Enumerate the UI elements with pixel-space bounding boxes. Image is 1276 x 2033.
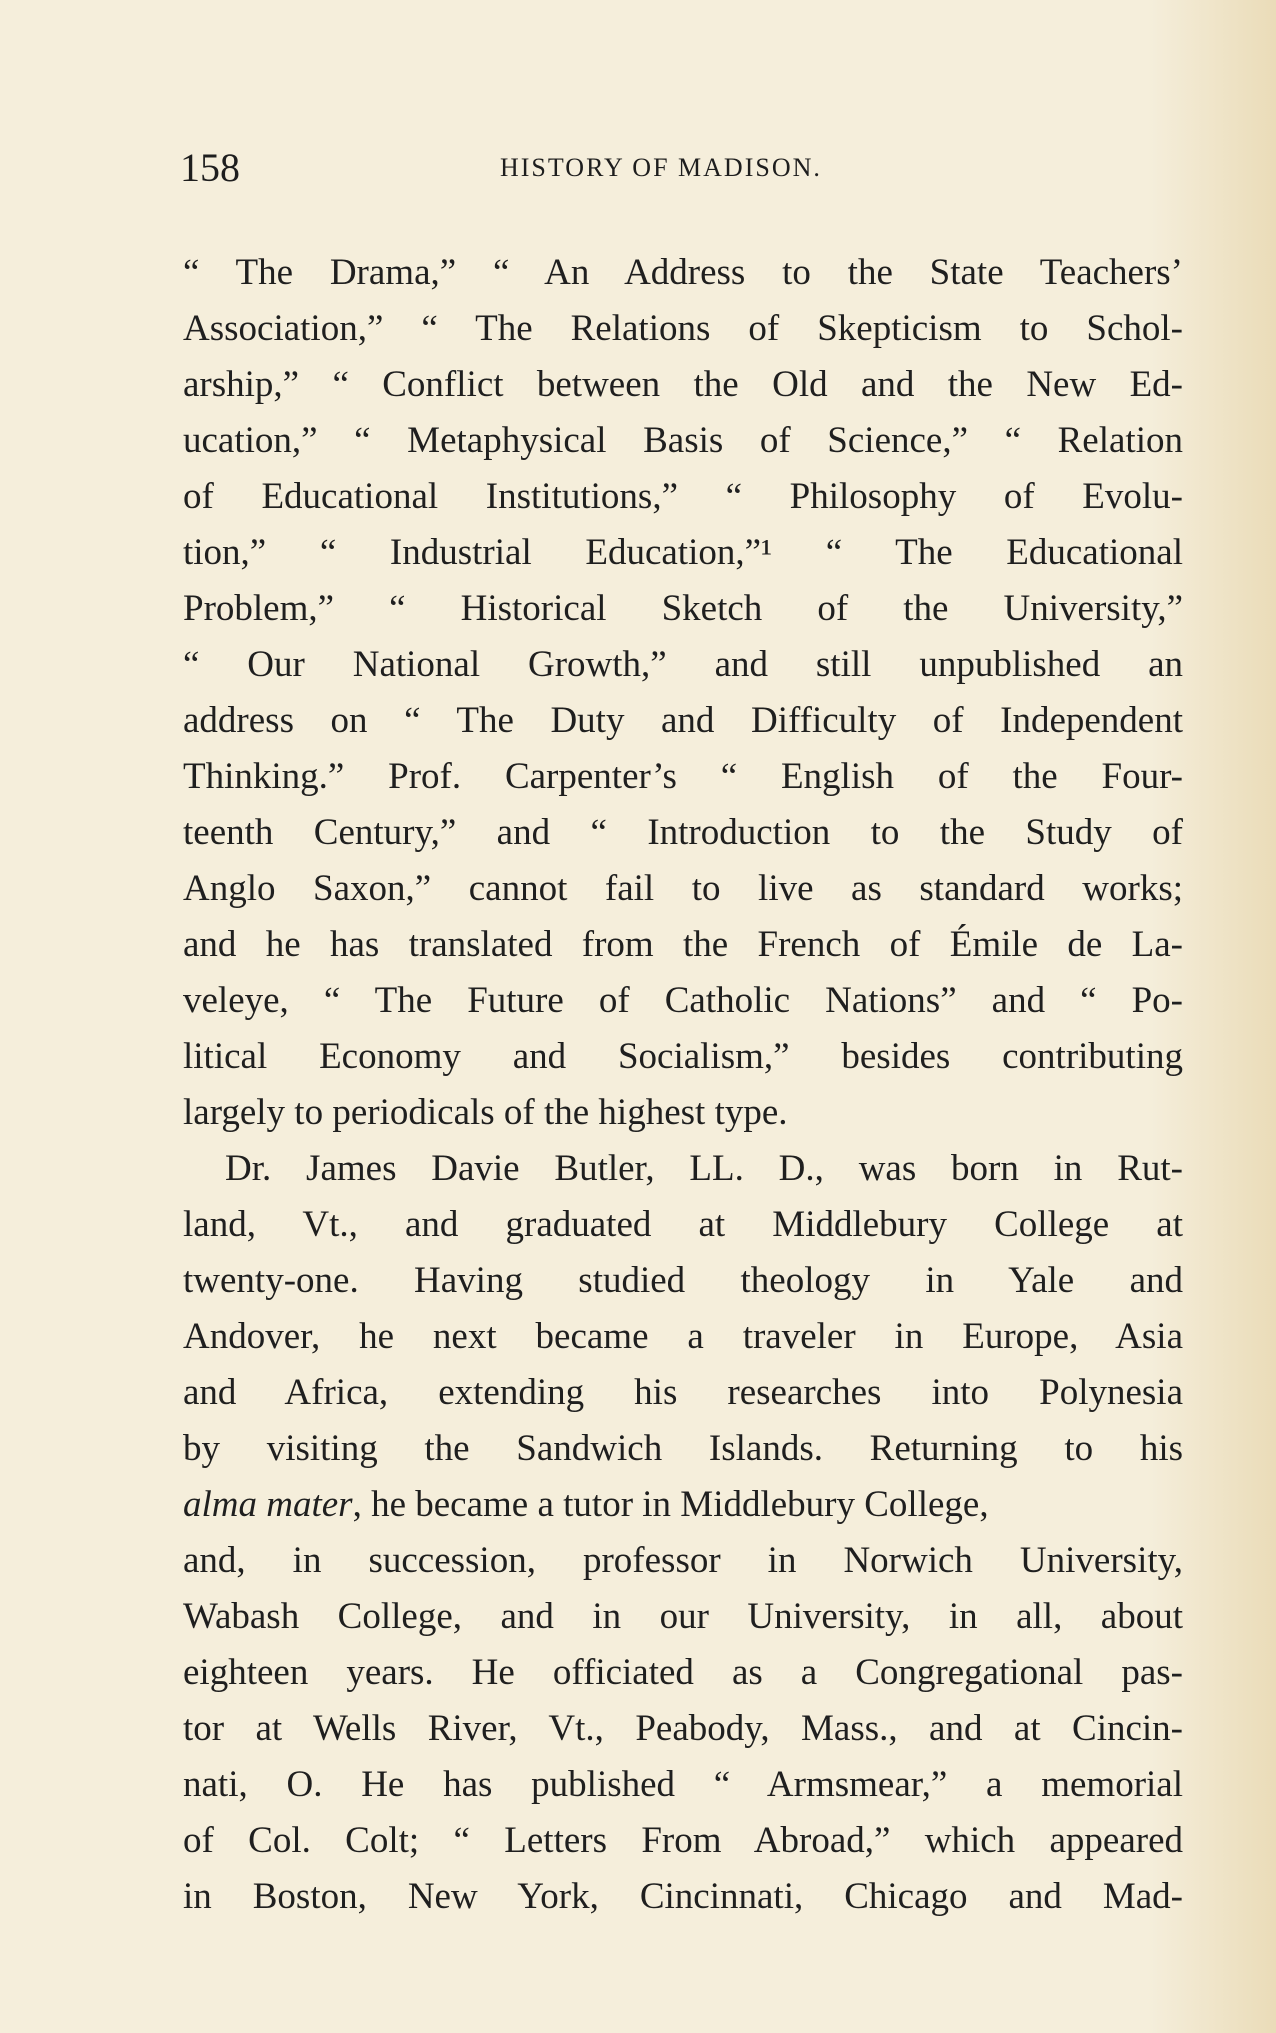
text-line: eighteen years. He officiated as a Congregational pas- <box>183 1652 1183 1693</box>
page-header <box>180 138 1180 198</box>
text-line: Thinking.” Prof. Carpenter’s “ English of the Four- <box>183 756 1183 797</box>
text-line: and he has translated from the French of Émile de La- <box>183 924 1183 965</box>
text-line: and Africa, extending his researches into Polynesia <box>183 1372 1183 1413</box>
text-line: veleye, “ The Future of Catholic Nations” and “ Po- <box>183 980 1183 1021</box>
text-line: arship,” “ Conflict between the Old and the New Ed- <box>183 364 1183 405</box>
text-line: Association,” “ The Relations of Skepticism to Schol- <box>183 308 1183 349</box>
text-line-rest: , he became a tutor in Middlebury College, <box>352 1484 989 1525</box>
text-line: “ The Drama,” “ An Address to the State Teachers’ <box>183 252 1183 293</box>
running-head: HISTORY OF MADISON. <box>500 153 822 182</box>
text-line: tion,” “ Industrial Education,”¹ “ The Educational <box>183 532 1183 573</box>
text-line: Problem,” “ Historical Sketch of the University,” <box>183 588 1183 629</box>
text-line: Wabash College, and in our University, in all, about <box>183 1596 1183 1637</box>
text-line: land, Vt., and graduated at Middlebury College at <box>183 1204 1183 1245</box>
text-line: Andover, he next became a traveler in Europe, Asia <box>183 1316 1183 1357</box>
text-line: of Educational Institutions,” “ Philosophy of Evolu- <box>183 476 1183 517</box>
paragraph-last-line: largely to periodicals of the highest type. <box>183 1092 788 1133</box>
text-line: of Col. Colt; “ Letters From Abroad,” which appeared <box>183 1820 1183 1861</box>
text-line: Anglo Saxon,” cannot fail to live as standard works; <box>183 868 1183 909</box>
italic-phrase: alma mater <box>183 1484 353 1525</box>
page-number: 158 <box>180 145 240 190</box>
text-line: address on “ The Duty and Difficulty of Independent <box>183 700 1183 741</box>
text-line: twenty-one. Having studied theology in Yale and <box>183 1260 1183 1301</box>
paragraph-first-line: Dr. James Davie Butler, LL. D., was born in Rut- <box>225 1148 1183 1189</box>
text-line: ucation,” “ Metaphysical Basis of Science,” “ Relation <box>183 420 1183 461</box>
text-line: tor at Wells River, Vt., Peabody, Mass., and at Cincin- <box>183 1708 1183 1749</box>
text-line: nati, O. He has published “ Armsmear,” a memorial <box>183 1764 1183 1805</box>
text-line: by visiting the Sandwich Islands. Returning to his <box>183 1428 1183 1469</box>
text-line: litical Economy and Socialism,” besides contributing <box>183 1036 1183 1077</box>
text-line: in Boston, New York, Cincinnati, Chicago and Mad- <box>183 1876 1183 1917</box>
text-line: and, in succession, professor in Norwich University, <box>183 1540 1183 1581</box>
text-line: teenth Century,” and “ Introduction to the Study of <box>183 812 1183 853</box>
text-line: “ Our National Growth,” and still unpublished an <box>183 644 1183 685</box>
text-line-with-italic <box>183 1477 1183 1533</box>
